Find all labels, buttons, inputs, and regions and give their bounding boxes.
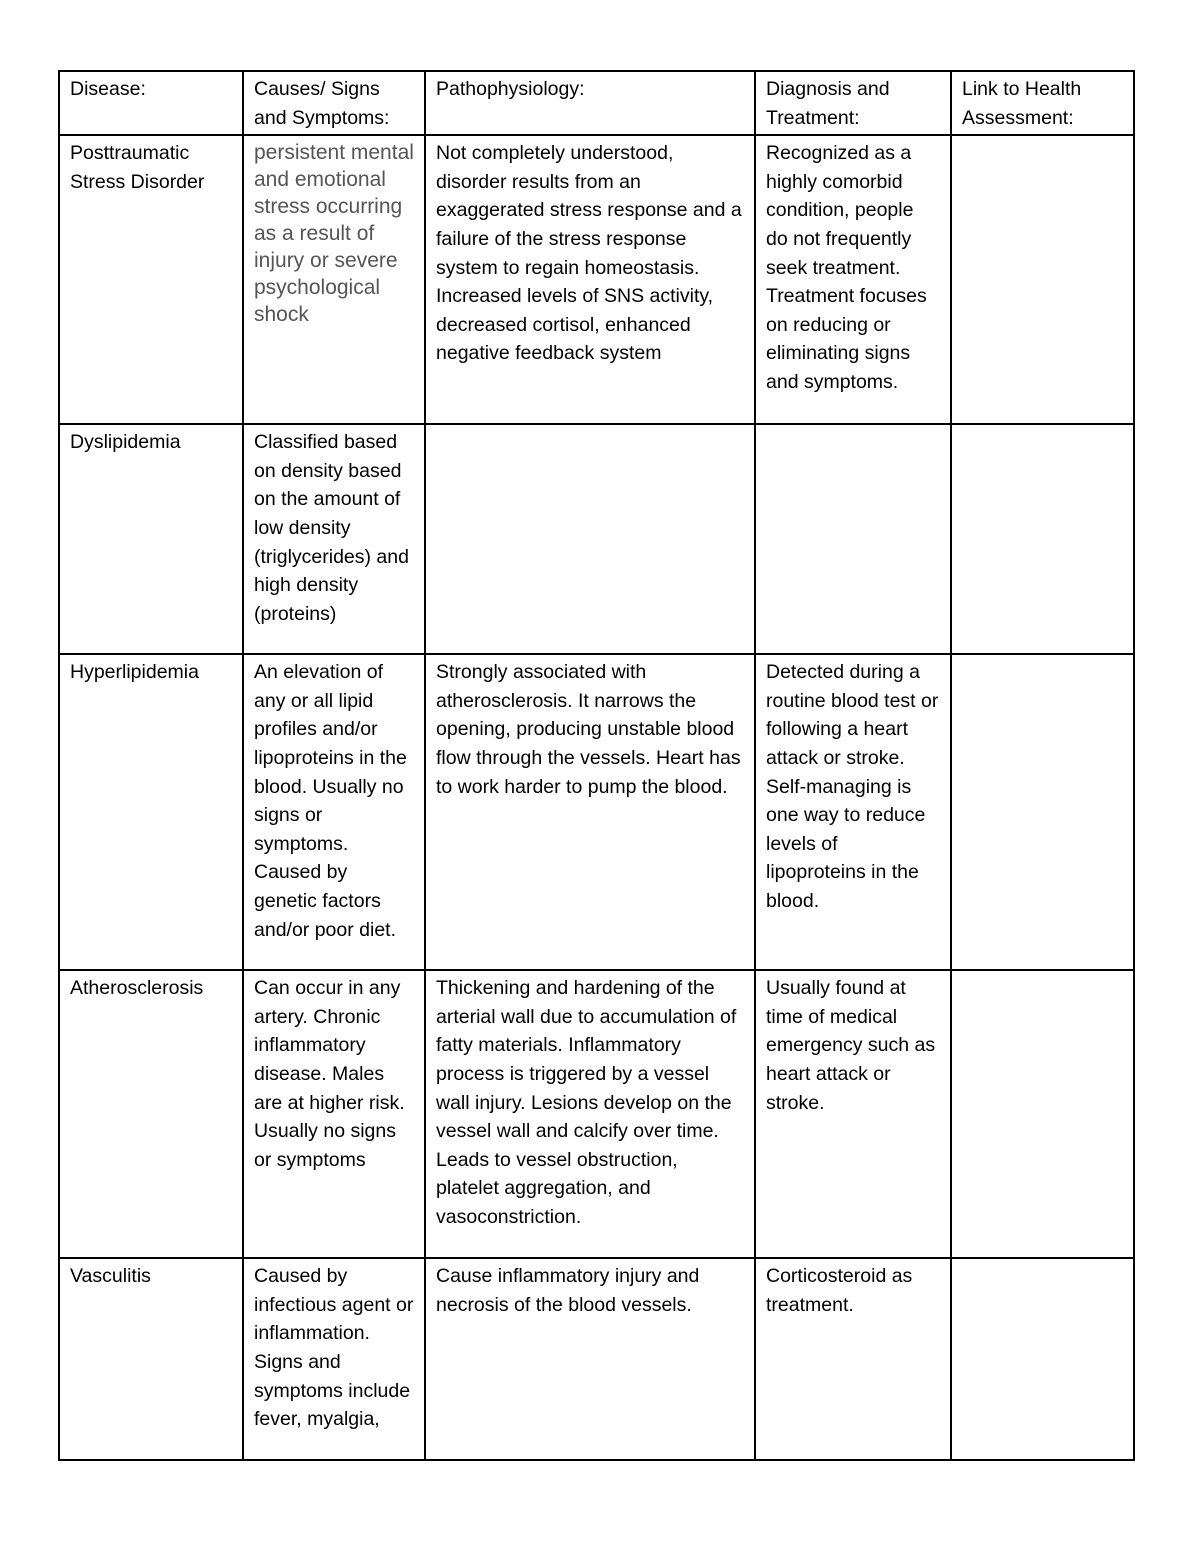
cell-diagnosis: Detected during a routine blood test or following a heart attack or stroke. Self-managing is one way to reduce levels of lipoproteins in the blood. <box>755 654 951 970</box>
cell-disease: Posttraumatic Stress Disorder <box>59 135 243 424</box>
header-causes: Causes/ Signs and Symptoms: <box>243 71 425 135</box>
cell-causes: Can occur in any artery. Chronic inflammatory disease. Males are at higher risk. Usually no signs or symptoms <box>243 970 425 1258</box>
header-pathophysiology: Pathophysiology: <box>425 71 755 135</box>
document-page <box>58 70 1133 1461</box>
cell-pathophysiology: Thickening and hardening of the arterial wall due to accumulation of fatty materials. Inflammatory process is triggered by a vessel wall injury. Lesions develop on the vessel wall and calcify over time. Leads to vessel obstruction, platelet aggregation, and vasoconstriction. <box>425 970 755 1258</box>
cell-diagnosis: Usually found at time of medical emergency such as heart attack or stroke. <box>755 970 951 1258</box>
cell-diagnosis: Recognized as a highly comorbid condition, people do not frequently seek treatment. Treatment focuses on reducing or eliminating signs and symptoms. <box>755 135 951 424</box>
disease-table <box>58 70 1135 1461</box>
cell-causes: persistent mental and emotional stress occurring as a result of injury or severe psychological shock <box>243 135 425 424</box>
cell-disease: Hyperlipidemia <box>59 654 243 970</box>
cell-causes: Classified based on density based on the amount of low density (triglycerides) and high density (proteins) <box>243 424 425 654</box>
cell-link <box>951 1258 1134 1460</box>
cell-causes: Caused by infectious agent or inflammation. Signs and symptoms include fever, myalgia, <box>243 1258 425 1460</box>
cell-pathophysiology: Strongly associated with atherosclerosis. It narrows the opening, producing unstable blood flow through the vessels. Heart has to work harder to pump the blood. <box>425 654 755 970</box>
cell-diagnosis <box>755 424 951 654</box>
header-diagnosis: Diagnosis and Treatment: <box>755 71 951 135</box>
cell-pathophysiology: Not completely understood, disorder results from an exaggerated stress response and a failure of the stress response system to regain homeostasis. Increased levels of SNS activity, decreased cortisol, enhanced negative feedback system <box>425 135 755 424</box>
header-disease: Disease: <box>59 71 243 135</box>
table-row <box>59 654 1134 970</box>
table-row <box>59 1258 1134 1460</box>
cell-disease: Vasculitis <box>59 1258 243 1460</box>
cell-disease: Atherosclerosis <box>59 970 243 1258</box>
table-row <box>59 970 1134 1258</box>
cell-link <box>951 654 1134 970</box>
cell-link <box>951 135 1134 424</box>
table-header-row <box>59 71 1134 135</box>
cell-link <box>951 424 1134 654</box>
cell-pathophysiology: Cause inflammatory injury and necrosis of the blood vessels. <box>425 1258 755 1460</box>
cell-pathophysiology <box>425 424 755 654</box>
cell-diagnosis: Corticosteroid as treatment. <box>755 1258 951 1460</box>
header-link: Link to Health Assessment: <box>951 71 1134 135</box>
cell-link <box>951 970 1134 1258</box>
table-row <box>59 424 1134 654</box>
cell-causes: An elevation of any or all lipid profiles and/or lipoproteins in the blood. Usually no signs or symptoms. Caused by genetic factors and/or poor diet. <box>243 654 425 970</box>
table-row <box>59 135 1134 424</box>
cell-disease: Dyslipidemia <box>59 424 243 654</box>
